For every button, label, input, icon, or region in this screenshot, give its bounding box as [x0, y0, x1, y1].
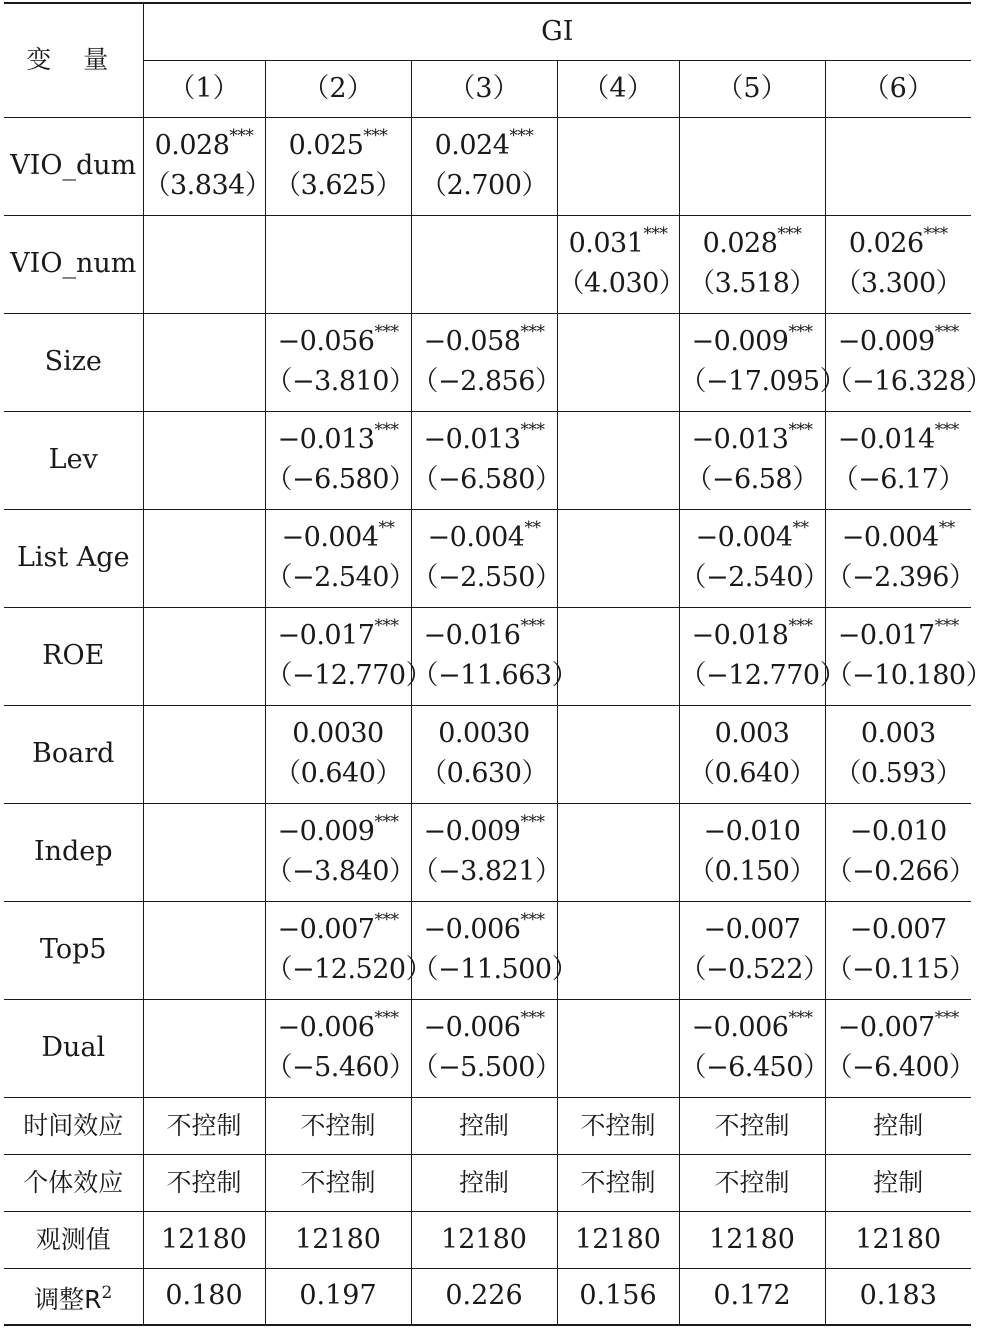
header-row-columns — [4, 60, 971, 117]
coefficient — [412, 1008, 557, 1048]
coefficient-value: −0.004 — [281, 522, 379, 553]
t-statistic: （0.640） — [688, 758, 816, 789]
significance-stars: *** — [509, 126, 534, 146]
footer-value: 不控制 — [265, 1097, 411, 1154]
estimate-cell — [557, 215, 686, 313]
variable-name: Top5 — [4, 901, 143, 999]
coefficient-value: −0.006 — [277, 1012, 375, 1043]
estimate-cell — [557, 705, 679, 803]
significance-stars: *** — [374, 910, 399, 930]
significance-stars: *** — [934, 322, 959, 342]
estimate-cell — [143, 705, 265, 803]
coefficient — [412, 518, 557, 558]
coefficient-value: 0.0030 — [292, 718, 384, 749]
coefficient — [826, 420, 972, 460]
significance-stars: *** — [374, 1008, 399, 1028]
t-statistic: （−12.770） — [679, 660, 847, 691]
t-statistic: （−2.540） — [265, 562, 416, 593]
column-header: （3） — [411, 60, 557, 117]
coefficient — [680, 616, 825, 656]
coefficient — [558, 224, 679, 264]
t-statistic: （−11.663） — [411, 660, 579, 691]
coefficient — [412, 322, 557, 362]
estimate-cell — [265, 901, 433, 999]
coefficient — [680, 714, 825, 754]
estimate-cell — [679, 803, 825, 901]
estimate-cell — [265, 607, 433, 705]
t-statistic: （−0.266） — [825, 856, 976, 887]
estimate-cell — [411, 607, 579, 705]
estimate-cell — [265, 705, 411, 803]
table-row — [4, 215, 971, 313]
t-statistic: （3.625） — [274, 170, 402, 201]
footer-value: 12180 — [825, 1211, 971, 1268]
t-statistic: （−3.840） — [265, 856, 416, 887]
significance-stars: *** — [777, 224, 802, 244]
estimate-cell — [825, 215, 971, 313]
regression-table — [4, 2, 992, 1326]
coefficient — [680, 322, 825, 362]
estimate-cell — [411, 509, 562, 607]
t-statistic: （−12.770） — [265, 660, 433, 691]
significance-stars: *** — [520, 812, 545, 832]
t-statistic: （−12.520） — [265, 954, 433, 985]
t-statistic: （−3.810） — [265, 366, 416, 397]
estimate-cell — [143, 999, 265, 1097]
significance-stars: *** — [520, 420, 545, 440]
t-statistic: （−6.450） — [679, 1052, 830, 1083]
footer-value: 不控制 — [557, 1097, 679, 1154]
table-row — [4, 607, 971, 705]
t-statistic: （0.593） — [834, 758, 963, 789]
t-statistic: （0.150） — [688, 856, 816, 887]
significance-stars: *** — [788, 420, 813, 440]
coefficient — [266, 910, 411, 950]
t-statistic: （0.640） — [274, 758, 402, 789]
estimate-cell — [679, 901, 830, 999]
column-header: （5） — [679, 60, 825, 117]
t-statistic: （4.030） — [557, 268, 686, 299]
coefficient — [412, 420, 557, 460]
footer-value: 不控制 — [143, 1097, 265, 1154]
significance-stars: ** — [792, 518, 809, 538]
adjusted-r2-value: 0.156 — [557, 1268, 679, 1325]
estimate-cell — [411, 803, 562, 901]
coefficient-value: −0.007 — [837, 1012, 935, 1043]
estimate-cell — [143, 509, 265, 607]
significance-stars: *** — [520, 616, 545, 636]
t-statistic: （−2.550） — [411, 562, 562, 593]
footer-value: 12180 — [679, 1211, 825, 1268]
table-row — [4, 999, 971, 1097]
estimate-cell — [411, 999, 562, 1097]
t-statistic: （−2.856） — [411, 366, 562, 397]
estimate-cell — [143, 117, 272, 215]
estimate-cell — [679, 313, 847, 411]
table-row — [4, 803, 971, 901]
t-statistic: （−0.522） — [679, 954, 830, 985]
coefficient — [680, 812, 825, 852]
t-statistic: （−6.400） — [825, 1052, 976, 1083]
coefficient-value: −0.014 — [837, 424, 935, 455]
footer-label: 时间效应 — [4, 1097, 143, 1154]
coefficient-value: −0.004 — [695, 522, 793, 553]
t-statistic: （−0.115） — [825, 954, 976, 985]
significance-stars: *** — [923, 224, 948, 244]
estimate-cell — [265, 509, 416, 607]
column-header: （1） — [143, 60, 265, 117]
coefficient — [266, 1008, 411, 1048]
coefficient — [412, 616, 557, 656]
estimate-cell — [557, 999, 679, 1097]
coefficient-value: −0.017 — [277, 620, 375, 651]
coefficient-value: −0.056 — [277, 326, 375, 357]
estimate-cell — [825, 901, 976, 999]
estimate-cell — [557, 313, 679, 411]
coefficient-value: −0.010 — [849, 816, 947, 847]
table-row — [4, 313, 971, 411]
coefficient-value: −0.013 — [277, 424, 375, 455]
estimate-cell — [411, 705, 557, 803]
significance-stars: *** — [374, 616, 399, 636]
estimate-cell — [825, 607, 992, 705]
coefficient — [680, 910, 825, 950]
adjusted-r2-prefix: 调整R — [34, 1284, 102, 1314]
coefficient-value: 0.026 — [848, 228, 924, 259]
significance-stars: ** — [938, 518, 955, 538]
t-statistic: （−6.58） — [685, 464, 819, 495]
table-row — [4, 411, 971, 509]
adjusted-r2-row — [4, 1268, 971, 1325]
estimate-cell — [825, 509, 976, 607]
coefficient — [144, 126, 265, 166]
coefficient-value: −0.009 — [423, 816, 521, 847]
column-header: （2） — [265, 60, 411, 117]
estimate-cell — [557, 411, 679, 509]
estimate-cell — [557, 509, 679, 607]
coefficient — [412, 714, 557, 754]
coefficient-value: 0.003 — [714, 718, 790, 749]
estimate-cell — [557, 117, 679, 215]
t-statistic: （−17.095） — [679, 366, 847, 397]
coefficient-value: −0.007 — [277, 914, 375, 945]
coefficient-value: 0.028 — [702, 228, 778, 259]
table-row — [4, 509, 971, 607]
estimate-cell — [679, 117, 825, 215]
adjusted-r2-value: 0.183 — [825, 1268, 971, 1325]
coefficient — [680, 518, 825, 558]
footer-value: 12180 — [265, 1211, 411, 1268]
coefficient — [412, 126, 557, 166]
coefficient-value: −0.017 — [837, 620, 935, 651]
variable-name: Dual — [4, 999, 143, 1097]
coefficient — [826, 224, 972, 264]
footer-label: 个体效应 — [4, 1154, 143, 1211]
dependent-variable-header: GI — [143, 3, 971, 60]
variable-name: ROE — [4, 607, 143, 705]
significance-stars: *** — [934, 616, 959, 636]
coefficient — [826, 910, 972, 950]
table-row — [4, 901, 971, 999]
coefficient-value: 0.003 — [860, 718, 936, 749]
coefficient-value: 0.025 — [288, 130, 364, 161]
t-statistic: （−6.580） — [411, 464, 562, 495]
coefficient — [826, 1008, 972, 1048]
table-row — [4, 117, 971, 215]
t-statistic: （3.834） — [143, 170, 272, 201]
estimate-cell — [143, 215, 265, 313]
significance-stars: *** — [934, 1008, 959, 1028]
estimate-cell — [143, 901, 265, 999]
coefficient — [826, 812, 972, 852]
t-statistic: （0.630） — [420, 758, 548, 789]
variable-name: Board — [4, 705, 143, 803]
coefficient — [266, 322, 411, 362]
t-statistic: （−6.580） — [265, 464, 416, 495]
variable-name: List Age — [4, 509, 143, 607]
coefficient — [680, 224, 825, 264]
coefficient — [412, 910, 557, 950]
coefficient-value: −0.006 — [423, 914, 521, 945]
estimate-cell — [265, 215, 411, 313]
estimate-cell — [143, 313, 265, 411]
significance-stars: *** — [934, 420, 959, 440]
coefficient-value: −0.058 — [423, 326, 521, 357]
footer-row — [4, 1154, 971, 1211]
estimate-cell — [143, 411, 265, 509]
significance-stars: ** — [524, 518, 541, 538]
t-statistic: （−5.460） — [265, 1052, 416, 1083]
footer-value: 不控制 — [265, 1154, 411, 1211]
footer-value: 不控制 — [679, 1097, 825, 1154]
significance-stars: *** — [229, 126, 254, 146]
coefficient — [826, 322, 972, 362]
variable-header: 变 量 — [4, 3, 143, 117]
estimate-cell — [679, 215, 825, 313]
footer-row — [4, 1097, 971, 1154]
adjusted-r2-superscript: 2 — [101, 1282, 113, 1303]
estimate-cell — [411, 313, 562, 411]
estimate-cell — [679, 705, 825, 803]
coefficient-value: 0.031 — [568, 228, 644, 259]
coefficient-value: −0.006 — [423, 1012, 521, 1043]
coefficient-value: −0.009 — [691, 326, 789, 357]
estimate-cell — [557, 803, 679, 901]
coefficient-value: −0.018 — [691, 620, 789, 651]
significance-stars: *** — [643, 224, 668, 244]
t-statistic: （−3.821） — [411, 856, 562, 887]
estimate-cell — [825, 999, 976, 1097]
footer-value: 12180 — [143, 1211, 265, 1268]
significance-stars: *** — [374, 812, 399, 832]
estimate-cell — [825, 313, 992, 411]
estimate-cell — [825, 803, 976, 901]
estimate-cell — [143, 607, 265, 705]
table-body — [4, 3, 992, 1325]
estimate-cell — [679, 509, 830, 607]
footer-value: 12180 — [411, 1211, 557, 1268]
significance-stars: *** — [363, 126, 388, 146]
footer-value: 12180 — [557, 1211, 679, 1268]
coefficient — [680, 420, 825, 460]
coefficient-value: −0.013 — [423, 424, 521, 455]
significance-stars: *** — [788, 322, 813, 342]
variable-name: Size — [4, 313, 143, 411]
coefficient-value: −0.013 — [691, 424, 789, 455]
coefficient-value: −0.004 — [841, 522, 939, 553]
coefficient — [266, 420, 411, 460]
t-statistic: （−2.396） — [825, 562, 976, 593]
variable-name: VIO_num — [4, 215, 143, 313]
header-row-top — [4, 3, 971, 60]
footer-value: 不控制 — [143, 1154, 265, 1211]
coefficient — [266, 812, 411, 852]
estimate-cell — [411, 411, 562, 509]
footer-value: 控制 — [411, 1097, 557, 1154]
coefficient — [266, 714, 411, 754]
coefficient — [680, 1008, 825, 1048]
significance-stars: *** — [788, 1008, 813, 1028]
t-statistic: （−6.17） — [831, 464, 965, 495]
estimate-cell — [411, 215, 557, 313]
coefficient-value: 0.028 — [154, 130, 230, 161]
coefficient — [266, 518, 411, 558]
estimate-cell — [825, 411, 971, 509]
t-statistic: （3.518） — [688, 268, 816, 299]
significance-stars: *** — [374, 420, 399, 440]
significance-stars: *** — [374, 322, 399, 342]
significance-stars: *** — [520, 322, 545, 342]
coefficient — [412, 812, 557, 852]
adjusted-r2-value: 0.172 — [679, 1268, 825, 1325]
adjusted-r2-label — [4, 1268, 143, 1325]
significance-stars: *** — [520, 910, 545, 930]
t-statistic: （3.300） — [834, 268, 963, 299]
coefficient-value: 0.0030 — [438, 718, 530, 749]
t-statistic: （−16.328） — [825, 366, 992, 397]
coefficient-value: −0.007 — [703, 914, 801, 945]
estimate-cell — [411, 117, 557, 215]
footer-value: 控制 — [825, 1097, 971, 1154]
variable-name: Indep — [4, 803, 143, 901]
coefficient-value: −0.009 — [837, 326, 935, 357]
coefficient-value: −0.007 — [849, 914, 947, 945]
footer-value: 控制 — [825, 1154, 971, 1211]
adjusted-r2-value: 0.180 — [143, 1268, 265, 1325]
estimate-cell — [679, 999, 830, 1097]
coefficient — [826, 714, 972, 754]
coefficient-value: −0.016 — [423, 620, 521, 651]
coefficient-value: 0.024 — [434, 130, 510, 161]
coefficient — [266, 126, 411, 166]
significance-stars: ** — [378, 518, 395, 538]
variable-name: VIO_dum — [4, 117, 143, 215]
significance-stars: *** — [788, 616, 813, 636]
t-statistic: （−10.180） — [825, 660, 992, 691]
estimate-cell — [265, 411, 416, 509]
coefficient-value: −0.004 — [427, 522, 525, 553]
estimate-cell — [679, 411, 825, 509]
estimate-cell — [825, 705, 971, 803]
footer-row — [4, 1211, 971, 1268]
coefficient — [266, 616, 411, 656]
coefficient — [826, 616, 972, 656]
footer-value: 不控制 — [557, 1154, 679, 1211]
coefficient-value: −0.006 — [691, 1012, 789, 1043]
variable-name: Lev — [4, 411, 143, 509]
estimate-cell — [143, 803, 265, 901]
column-header: （6） — [825, 60, 971, 117]
footer-value: 控制 — [411, 1154, 557, 1211]
t-statistic: （2.700） — [420, 170, 548, 201]
estimate-cell — [265, 313, 416, 411]
estimate-cell — [679, 607, 847, 705]
table-row — [4, 705, 971, 803]
footer-label: 观测值 — [4, 1211, 143, 1268]
t-statistic: （−5.500） — [411, 1052, 562, 1083]
estimate-cell — [265, 117, 411, 215]
coefficient — [826, 518, 972, 558]
coefficient-value: −0.009 — [277, 816, 375, 847]
t-statistic: （−2.540） — [679, 562, 830, 593]
coefficient-value: −0.010 — [703, 816, 801, 847]
adjusted-r2-value: 0.226 — [411, 1268, 557, 1325]
column-header: （4） — [557, 60, 679, 117]
estimate-cell — [411, 901, 579, 999]
footer-value: 不控制 — [679, 1154, 825, 1211]
estimate-cell — [825, 117, 971, 215]
significance-stars: *** — [520, 1008, 545, 1028]
estimate-cell — [265, 999, 416, 1097]
estimate-cell — [265, 803, 416, 901]
adjusted-r2-value: 0.197 — [265, 1268, 411, 1325]
t-statistic: （−11.500） — [411, 954, 579, 985]
